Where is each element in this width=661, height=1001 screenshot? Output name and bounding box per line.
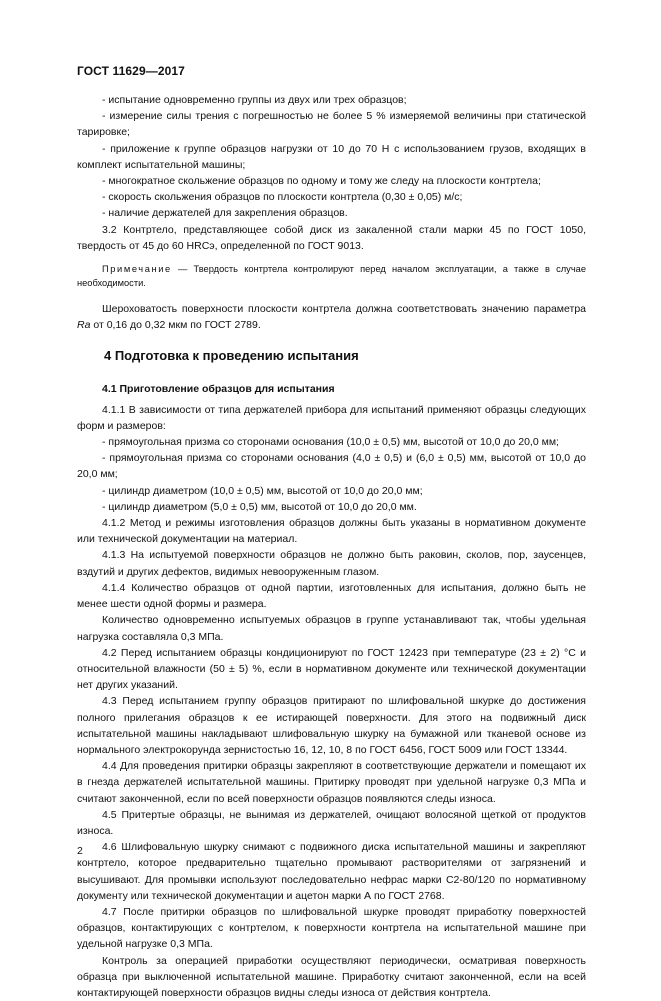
requirement-item: - испытание одновременно группы из двух или трех образцов; [102, 94, 407, 106]
sample-form-item: - цилиндр диаметром (10,0 ± 0,5) мм, высотой от 10,0 до 20,0 мм; [102, 484, 423, 497]
roughness-paragraph [77, 301, 586, 333]
page-number: 2 [77, 845, 83, 857]
paragraph-run-in-control: Контроль за операцией приработки осуществляют периодически, осматривая поверхность образца при выключенной испытательной машине. Приработку считают законченной, если на всей контактирующей поверхности образцов видны следы износа от действия контртела. [77, 954, 586, 999]
roughness-text-pre: Шероховатость поверхности плоскости контртела должна соответствовать значению параметра [102, 302, 586, 315]
paragraph-3-2: 3.2 Контртело, представляющее собой диск из закаленной стали марки 45 по ГОСТ 1050, твердость от 45 до 60 HRCэ, определенной по ГОСТ 9013. [77, 223, 586, 252]
note-paragraph [77, 262, 586, 291]
section-4-1-heading: 4.1 Приготовление образцов для испытания [102, 383, 335, 396]
paragraph-4-2: 4.2 Перед испытанием образцы кондиционируют по ГОСТ 12423 при температуре (23 ± 2) °С и относительной влажности (50 ± 5) %, если в нормативном документе или технической документации нет других указаний. [77, 646, 586, 692]
requirement-item: - скорость скольжения образцов по плоскости контртела (0,30 ± 0,05) м/с; [102, 191, 463, 204]
requirement-item: - многократное скольжение образцов по одному и тому же следу на плоскости контртела; [102, 175, 541, 188]
requirement-item: - измерение силы трения с погрешностью не более 5 % измеряемой величины при статической тарировке; [77, 110, 586, 139]
paragraph-4-7: 4.7 После притирки образцов по шлифовальной шкурке проводят приработку поверхностей образцов, контактирующих с контртелом, к поверхности контртела на испытательной машине при удельной нагрузке 0,3 МПа. [77, 905, 586, 951]
sample-form-item: - прямоугольная призма со сторонами основания (4,0 ± 0,5) и (6,0 ± 0,5) мм, высотой от 10,0 до 20,0 мм; [77, 452, 586, 481]
note-text: — Твердость контртела контролируют перед началом эксплуатации, а также в случае необходимости. [77, 264, 586, 289]
requirement-item: - приложение к группе образцов нагрузки от 10 до 70 Н с использованием грузов, входящих в комплект испытательной машины; [77, 142, 586, 171]
sample-form-item: - цилиндр диаметром (5,0 ± 0,5) мм, высотой от 10,0 до 20,0 мм. [102, 500, 417, 513]
paragraph-4-5: 4.5 Притертые образцы, не вынимая из держателей, очищают волосяной щеткой от продуктов износа. [77, 808, 586, 837]
section-4-heading: 4 Подготовка к проведению испытания [104, 348, 359, 364]
paragraph-4-1-1: 4.1.1 В зависимости от типа держателей прибора для испытаний применяют образцы следующих форм и размеров: [77, 403, 586, 432]
paragraph-4-1-4: 4.1.4 Количество образцов от одной партии, изготовленных для испытания, должно быть не менее шести одной формы и размера. [77, 581, 586, 611]
document-header: ГОСТ 11629—2017 [77, 64, 185, 78]
note-label: Примечание [102, 264, 172, 275]
paragraph-4-3: 4.3 Перед испытанием группу образцов притирают по шлифовальной шкурке до достижения полного прилегания образцов к ее истирающей поверхности. Для этого на подвижный диск испытательной машины накладывают шлифовальную шкурку на бумажной или тканевой основе из нормального электрокорунда зернистостью 16, 12, 10, 8 по ГОСТ 6456, ГОСТ 5009 или ГОСТ 13344. [77, 695, 586, 756]
roughness-parameter: Ra [77, 319, 91, 332]
sample-form-item: - прямоугольная призма со сторонами основания (10,0 ± 0,5) мм, высотой от 10,0 до 20,0 мм; [102, 436, 559, 449]
paragraph-4-4: 4.4 Для проведения притирки образцы закрепляют в соответствующие держатели и помещают их в гнезда держателей испытательной машины. Притирку проводят при удельной нагрузке 0,3 МПа и считают законченной, если по всей поверхности образцов появляются следы износа. [77, 760, 586, 805]
paragraph-sample-count: Количество одновременно испытуемых образцов в группе устанавливают так, чтобы удельная нагрузка составляла 0,3 МПа. [77, 614, 586, 643]
document-body [77, 92, 586, 1001]
requirement-item: - наличие держателей для закрепления образцов. [102, 207, 348, 220]
paragraph-4-6: 4.6 Шлифовальную шкурку снимают с подвижного диска испытательной машины и закрепляют контртело, которое предварительно тщательно промывают растворителями от загрязнений и высушивают. Для промывки используют последовательно нефрас марки С2-80/120 по нормативному документу или технической документации и ацетон марки А по ГОСТ 2768. [77, 841, 586, 902]
paragraph-4-1-3: 4.1.3 На испытуемой поверхности образцов не должно быть раковин, сколов, пор, заусенцев, вздутий и других дефектов, видимых невооруженным глазом. [77, 549, 586, 578]
roughness-text-post: от 0,16 до 0,32 мкм по ГОСТ 2789. [90, 319, 261, 332]
paragraph-4-1-2: 4.1.2 Метод и режимы изготовления образцов должны быть указаны в нормативном документе или технической документации на материал. [77, 517, 586, 546]
